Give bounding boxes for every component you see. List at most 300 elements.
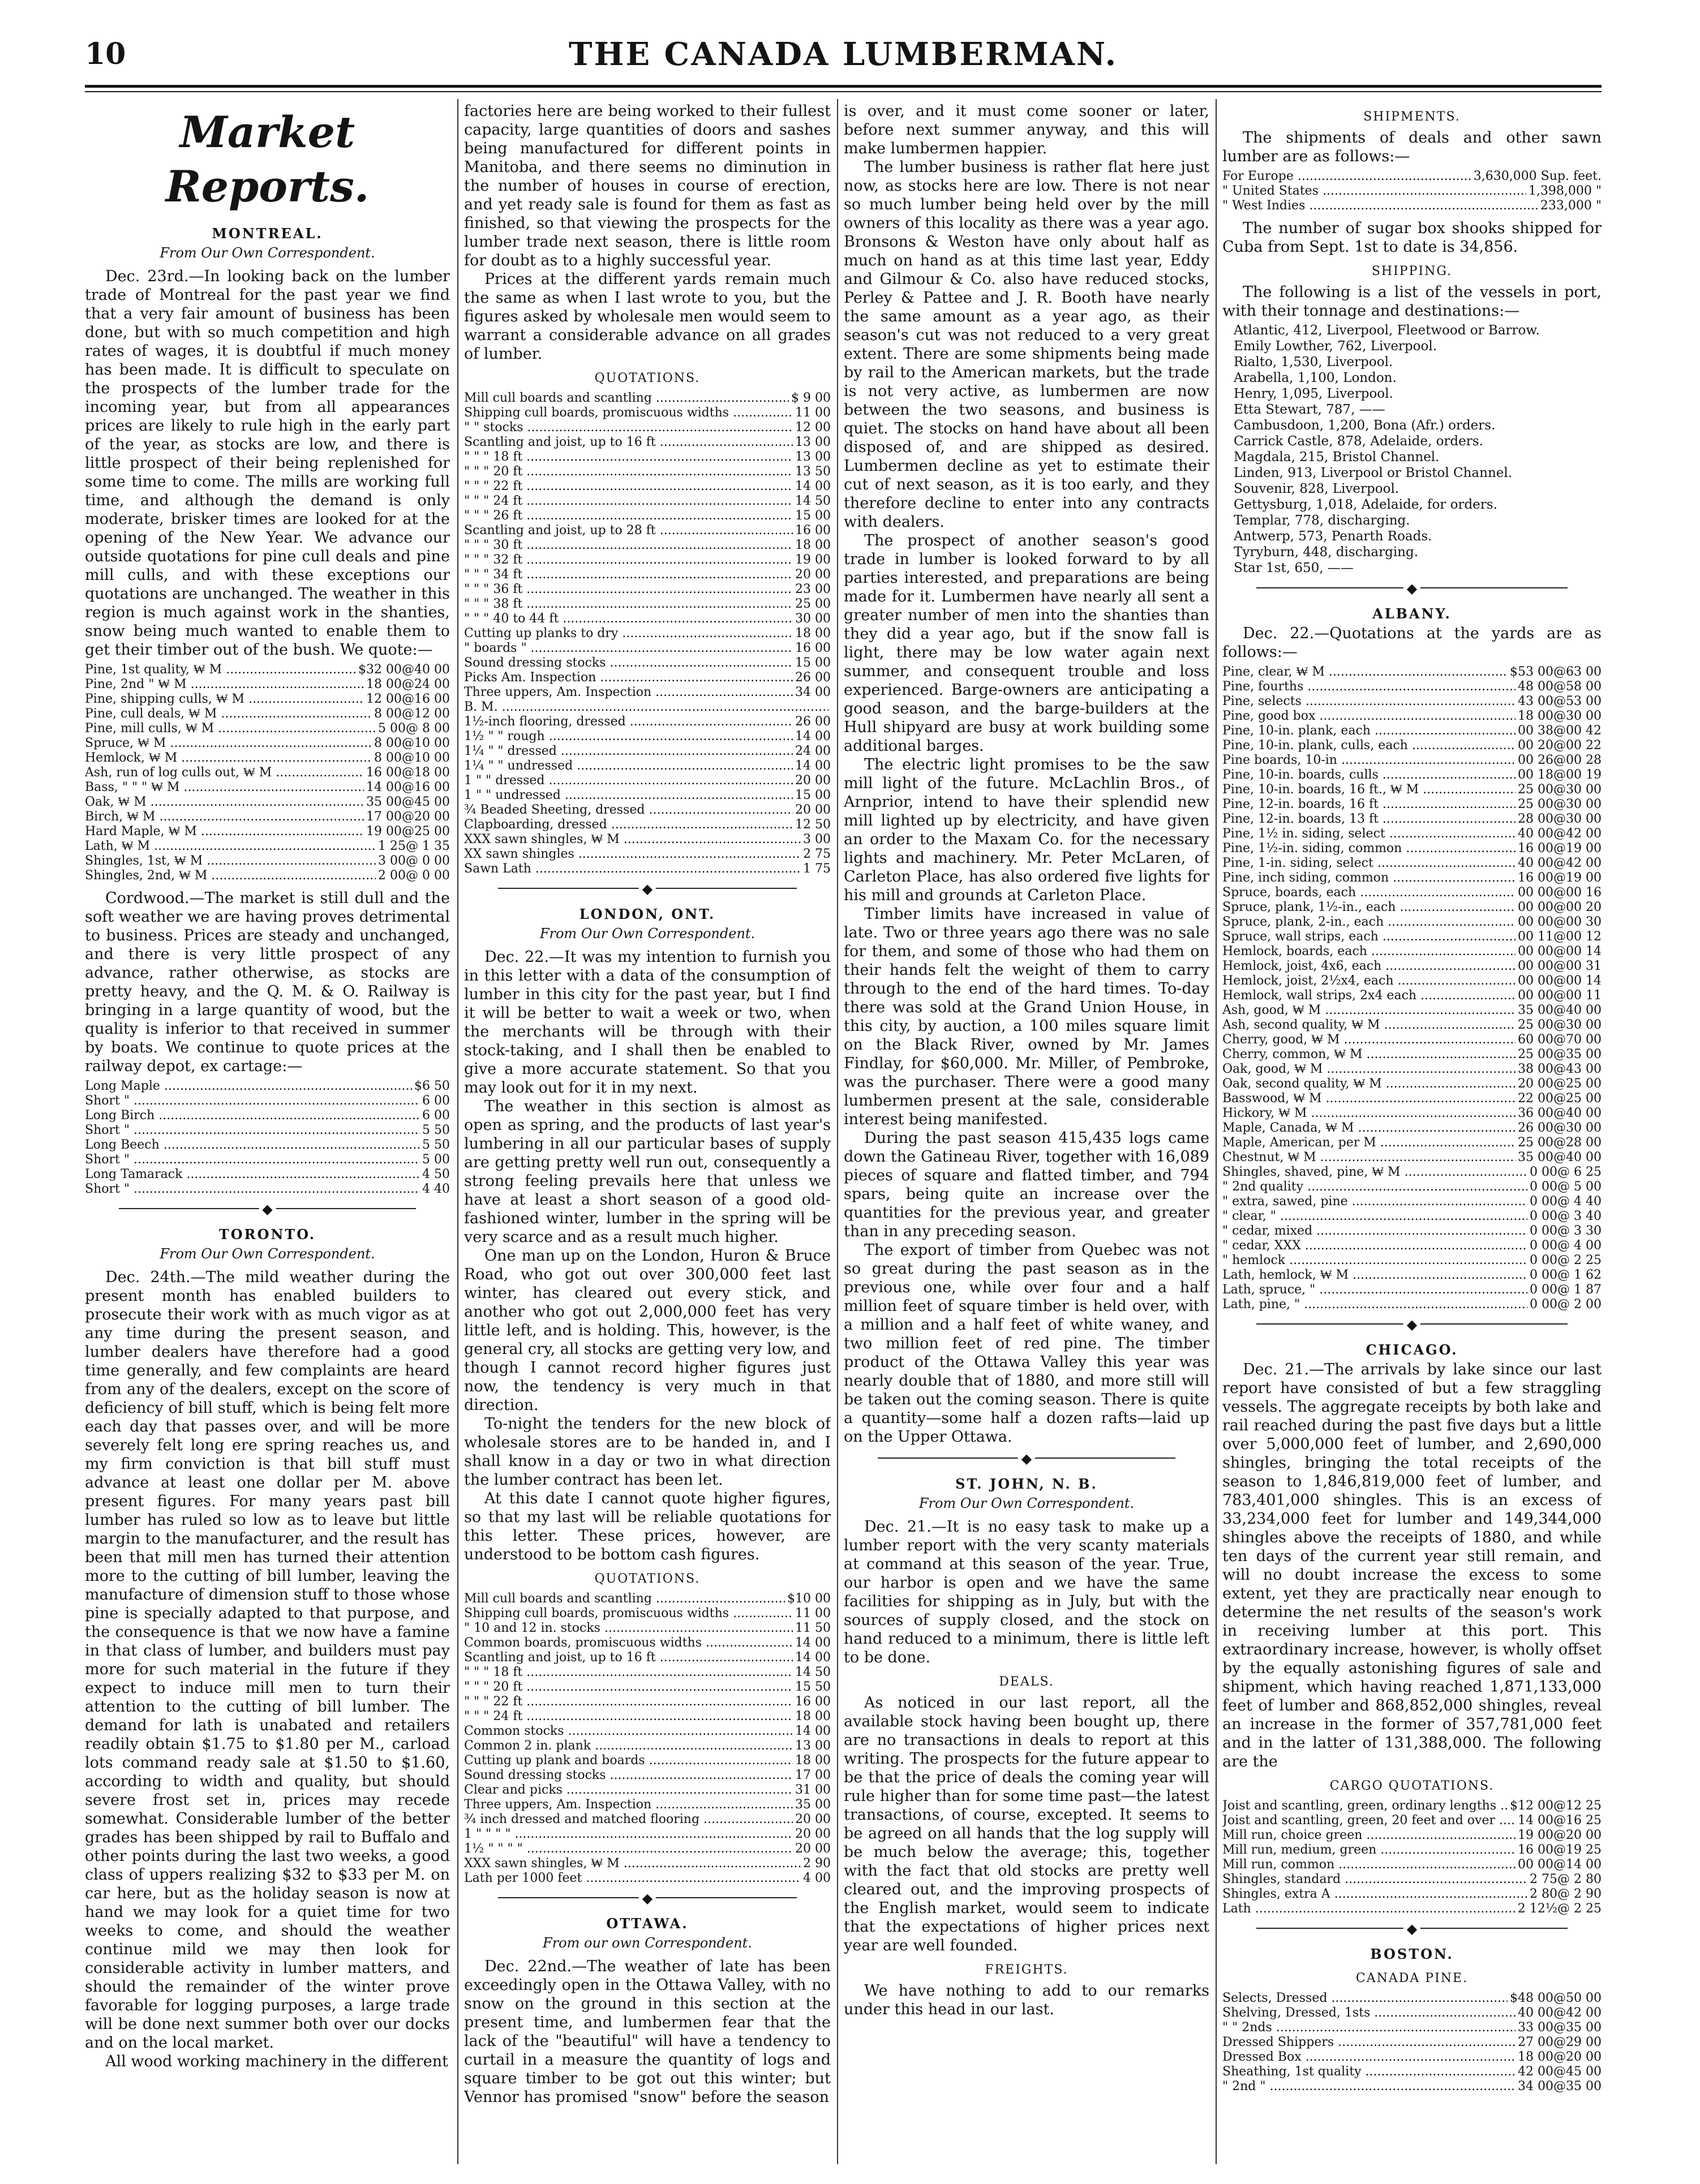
price-value [828, 700, 831, 715]
list-item: Rialto, 1,530, Liverpool. [1234, 355, 1393, 369]
price-value: 16 00 [795, 641, 831, 655]
price-label: Dressed Shippers ..... [1222, 2035, 1516, 2050]
price-label: Basswood, ₩ M ..... [1222, 1091, 1516, 1106]
price-label: Pine, selects ..... [1222, 694, 1516, 709]
price-row [464, 494, 831, 509]
price-row [85, 692, 450, 707]
price-row [1222, 1902, 1602, 1916]
price-label: Bass, " " " ₩ M ..... [85, 780, 364, 795]
price-row [1222, 2006, 1602, 2020]
price-row [464, 523, 831, 538]
section-divider [498, 882, 797, 895]
price-row [464, 729, 831, 744]
price-value: 36 00@40 00 [1518, 1106, 1602, 1120]
section-divider [119, 1202, 416, 1215]
price-label: Scantling and joist, up to 16 ft ..... [464, 1650, 793, 1665]
ottawa-paragraph: The lumber business is rather flat here just now, as stocks here are low. There is not near so much lumber being held over by the mill owners of this locality as there was a year ago. Bronsons & Weston have only about half as much on hand as at this time last year, Eddy and Gilmour & Co. also have reduced stocks, Perley & Pattee and J. R. Booth have nearly the same amount as a year ago, as their season's cut was not reduced to a very great extent. There are some shipments being made by rail to the American markets, but the trade is not very active, as lumbermen are now between the two seasons, and business is quiet. The stocks on hand have about all been disposed of, and are shipped as desired. Lumbermen decline as yet to estimate their cut of next season, as it is too early, and they therefore decline to enter into any contracts with dealers. [844, 158, 1209, 531]
price-label: Pine, 10-in. boards, 16 ft., ₩ M ..... [1222, 783, 1516, 797]
price-value: 8 00@10 00 [374, 751, 450, 765]
price-value: 20 00@25 00 [1518, 1077, 1602, 1091]
price-label: Dressed Box ..... [1222, 2050, 1516, 2065]
price-value: 15 50 [795, 1680, 831, 1694]
ottawa-heading: OTTAWA. [606, 1915, 689, 1932]
price-label: Maple, American, per M ..... [1222, 1136, 1516, 1150]
price-label: " " stocks ..... [464, 420, 793, 435]
price-label: 1½ " " rough ..... [464, 729, 793, 744]
list-item: Arabella, 1,100, London. [1234, 371, 1397, 385]
price-row [85, 1167, 450, 1182]
price-row [464, 1768, 831, 1783]
toronto-paragraph: All wood working machinery in the different [105, 2053, 448, 2070]
price-value: 12 00 [795, 420, 831, 435]
price-value: 0 00@ 2 25 [1530, 1253, 1602, 1267]
price-row [464, 420, 831, 435]
price-label: " " " 22 ft ..... [464, 1695, 793, 1709]
price-value: 6 00 [422, 1108, 450, 1123]
price-value: 14 00 [795, 759, 831, 773]
price-label: " " " 20 ft ..... [464, 465, 793, 479]
price-label: Pine, mill culls, ₩ M ..... [85, 721, 376, 736]
price-row [464, 479, 831, 494]
price-row [1222, 1268, 1602, 1283]
price-value: 35 00@45 00 [366, 795, 450, 809]
price-row [1222, 1047, 1602, 1062]
price-label: " " " 34 ft ..... [464, 568, 793, 582]
price-row [464, 568, 831, 582]
price-label: " 10 and 12 in. stocks ..... [464, 1621, 793, 1636]
price-row [1222, 1991, 1602, 2006]
price-row [464, 1636, 831, 1650]
price-value: 25 00@28 00 [1518, 1136, 1602, 1150]
price-label: 1 " " " " ..... [464, 1827, 793, 1842]
price-row [1222, 856, 1602, 871]
price-row [1222, 1209, 1602, 1224]
price-value: 24 00 [795, 744, 831, 758]
price-label: Spruce, boards, each ..... [1222, 885, 1516, 900]
price-row [85, 721, 450, 736]
price-label: Spruce, plank, 2-in., each ..... [1222, 915, 1516, 930]
price-value: 8 00@10 00 [374, 736, 450, 750]
price-label: Ash, second quality, ₩ M ..... [1222, 1018, 1516, 1033]
price-label: Short " ..... [85, 1182, 420, 1197]
price-row [464, 862, 831, 876]
price-label: Pine, 2nd " ₩ M ..... [85, 677, 364, 692]
price-label: Mill run, choice green ..... [1222, 1828, 1516, 1843]
chicago-paragraph: Dec. 21.—The arrivals by lake since our last report have consisted of but a few straggling vessels. The aggregate receipts by both lake and rail reached during the past five days but a little over 5,000,000 feet of lumber, and 2,690,000 shingles, bringing the total receipts of the season to 1,846,819,000 feet of lumber, and 783,401,000 shingles. This is an excess of 33,234,000 feet for lumber and 149,344,000 shingles above the receipts of 1880, and while ten days of the current year still remain, and will no doubt increase the excess to some extent, yet they are practically near enough to determine the net results of the season's work in receiving lumber at this port. This extraordinary increase, however, is wholly offset by the equally astonishing figures of sale and shipment, which having reached 1,871,133,000 feet of lumber and 868,852,000 shingles, reveal an increase in the former of 357,781,000 feet and in the latter of 131,388,000. The following are the [1222, 1361, 1602, 1770]
price-row [85, 824, 450, 839]
price-row [464, 744, 831, 759]
price-row [85, 1153, 450, 1167]
price-label: Oak, good, ₩ M ..... [1222, 1062, 1516, 1077]
price-row [464, 582, 831, 597]
price-row [464, 1871, 831, 1886]
price-value: 16 00@19 00 [1518, 871, 1602, 885]
price-value: 16 00@18 00 [366, 766, 450, 780]
price-value: 14 00 [795, 479, 831, 493]
montreal-cordwood-paragraph: Cordwood.—The market is still dull and the soft weather we are having proves detrimental to business. Prices are steady and unchanged, and there is very little prospect of any advance, rather otherwise, as stocks are pretty heavy, and the Q. M. & O. Railway is bringing in a large quantity of wood, but the quality is inferior to that received in summer by boats. We continue to quote prices at the railway depot, ex cartage:— [85, 889, 450, 1075]
price-row [1222, 959, 1602, 974]
price-row [85, 677, 450, 692]
price-row [1222, 1106, 1602, 1121]
price-value: 5 50 [422, 1123, 450, 1137]
price-row [1222, 1018, 1602, 1033]
price-row [464, 1798, 831, 1812]
price-label: Pine, fourths ..... [1222, 680, 1516, 694]
price-value: 35 00@40 00 [1518, 1150, 1602, 1164]
price-row [464, 670, 831, 685]
price-value: 28 00@30 00 [1518, 812, 1602, 826]
price-row [1222, 2020, 1602, 2035]
price-label: " " " 22 ft ..... [464, 479, 793, 494]
price-row [464, 406, 831, 420]
price-label: XXX sawn shingles, ₩ M ..... [464, 832, 801, 847]
list-item: Star 1st, 650, —— [1234, 561, 1354, 575]
price-row [1222, 1136, 1602, 1150]
price-row [1222, 930, 1602, 944]
price-value: 48 00@58 00 [1518, 680, 1602, 694]
albany-heading: ALBANY. [1372, 605, 1452, 622]
column-rule [1216, 99, 1217, 2164]
price-value: 14 50 [795, 1665, 831, 1679]
price-value: 12 00@16 00 [366, 692, 450, 706]
price-label: Three uppers, Am. Inspection ..... [464, 1798, 793, 1812]
price-value: 19 00 [795, 553, 831, 567]
price-row [85, 1094, 450, 1108]
price-label: Lath per 1000 feet ..... [464, 1871, 801, 1886]
price-label: Shingles, shaved, pine, ₩ M ..... [1222, 1165, 1527, 1180]
price-row [464, 685, 831, 700]
price-label: Long Tamarack ..... [85, 1167, 420, 1182]
price-row [1222, 783, 1602, 797]
price-value: 22 00@25 00 [1518, 1091, 1602, 1106]
ottawa-byline: From our own Correspondent. [543, 1935, 752, 1951]
stjohn-paragraph: Dec. 21.—It is no easy task to make up a lumber report with the very scanty materials at command at this season of the year. True, our harbor is open and we have the same facilities for shipping as in July, but with the sources of supply closed, and the stock on hand reduced to a minimum, there is little left to be done. [844, 1518, 1209, 1666]
list-item: Souvenir, 828, Liverpool. [1234, 481, 1400, 496]
price-row [1222, 1297, 1602, 1312]
price-row [1222, 738, 1602, 753]
price-value: 38 00@43 00 [1518, 1062, 1602, 1076]
price-value: 14 00 [795, 1636, 831, 1650]
price-value: 13 00 [795, 1739, 831, 1753]
price-value: 20 00 [795, 1812, 831, 1826]
ottawa-paragraph: Timber limits have increased in value of late. Two or three years ago there was no sale for them, and some of those who had them on their hands felt the weight of them to carry through to the end of the hard times. To-day there was sold at the Grand Union House, in this city, by auction, a 100 miles square limit on the Black River, owned by Mr. James Findlay, for $60,000. Mr. Miller, of Pembroke, was the purchaser. There were a good many lumbermen present at the sale, considerable interest being manifested. [844, 905, 1209, 1128]
price-row [1222, 169, 1602, 184]
price-row [464, 1606, 831, 1621]
price-label: Shingles, standard ..... [1222, 1872, 1527, 1887]
price-label: Scantling and joist, up to 16 ft ..... [464, 435, 793, 450]
price-row [1222, 1813, 1602, 1828]
price-value: 4 50 [422, 1167, 450, 1181]
price-label: Shingles, 1st, ₩ M ..... [85, 854, 376, 869]
ottawa-paragraph: The prospect of another season's good trade in lumber is looked forward to by all parties interested, and preparations are being made for it. Lumbermen have nearly all sent a greater number of men into the shanties than they did a year ago, but if the snow fall is light, there may be low water again next summer, and consequent trouble and loss experienced. Barge-owners are anticipating a good season, and the barge-builders at the Hull shipyard are busy at work building some additional barges. [844, 532, 1209, 755]
price-label: Lath, spruce, " ..... [1222, 1283, 1527, 1297]
price-row [1222, 988, 1602, 1003]
price-value: 31 00 [795, 1783, 831, 1797]
list-item: Antwerp, 573, Penarth Roads. [1234, 529, 1432, 544]
price-value: $10 00 [787, 1592, 831, 1606]
price-row [1222, 1194, 1602, 1209]
toronto-byline: From Our Own Correspondent. [160, 1246, 375, 1262]
price-value: 30 00 [795, 612, 831, 626]
price-label: Short " ..... [85, 1153, 420, 1167]
masthead-rule-thin [85, 91, 1602, 92]
price-value: 11 00 [795, 406, 831, 420]
price-value: 00 00@14 00 [1518, 1858, 1602, 1872]
price-label: " " 2nds ..... [1222, 2020, 1516, 2035]
price-value: $53 00@63 00 [1510, 665, 1602, 679]
price-label: Pine, 1½-in. siding, common ..... [1222, 841, 1516, 856]
price-label: Pine, inch siding, common ..... [1222, 871, 1516, 885]
price-value: 25 00@30 00 [1518, 783, 1602, 797]
price-row [464, 656, 831, 670]
price-label: " " " 20 ft ..... [464, 1680, 793, 1695]
price-row [85, 780, 450, 795]
price-value: 18 00@24 00 [366, 677, 450, 691]
price-value: 5 00 [422, 1153, 450, 1167]
london-quotations-heading: QUOTATIONS. [594, 1572, 701, 1586]
price-label: " cedar, mixed ..... [1222, 1224, 1527, 1239]
price-value: 18 00 [795, 1709, 831, 1723]
price-row [1222, 1843, 1602, 1858]
price-value: 25 00@30 00 [1518, 1018, 1602, 1032]
price-value: 11 50 [795, 1621, 831, 1635]
price-row [85, 795, 450, 810]
price-value: 13 50 [795, 465, 831, 479]
price-row [1222, 2050, 1602, 2065]
deals-paragraph: As noticed in our last report, all the available stock having been bought up, there are no transactions in deals to report at this writing. The prospects for the future appear to be that the price of deals the coming year will rule higher than for some time past—the latest transactions, of course, excepted. It seems to be agreed on all hands that the log supply will be much below the average; this, together with the fact that old stocks are pretty well cleared out, and the improving prospects of the English market, would seem to indicate that the expectations of higher prices next year are well founded. [844, 1694, 1209, 1954]
price-row [1222, 768, 1602, 783]
price-label: Long Birch ..... [85, 1108, 420, 1123]
ottawa-continued-paragraph: is over, and it must come sooner or later, before next summer anyway, and this will make lumbermen happier. [844, 102, 1209, 157]
price-row [1222, 1180, 1602, 1194]
price-row [464, 847, 831, 862]
price-label: Scantling and joist, up to 28 ft ..... [464, 523, 793, 538]
price-label: Mill run, common ..... [1222, 1858, 1516, 1872]
price-label: Hemlock, joist, 4x6, each ..... [1222, 959, 1516, 974]
price-value: 19 00@25 00 [366, 824, 450, 839]
price-row [464, 1665, 831, 1680]
price-value: 0 00@ 5 00 [1530, 1180, 1602, 1194]
price-value: 5 00@ 8 00 [378, 721, 450, 736]
price-label: Joist and scantling, green, 20 feet and over ..... [1222, 1813, 1516, 1828]
shipping-intro: The following is a list of the vessels in port, with their tonnage and destinations:— [1222, 283, 1602, 320]
price-value: 15 00 [795, 509, 831, 523]
list-item: Magdala, 215, Bristol Channel. [1234, 450, 1440, 465]
price-label: Ash, good, ₩ M ..... [1222, 1003, 1516, 1018]
price-value: 5 50 [422, 1138, 450, 1152]
price-value: 00 00@00 31 [1518, 959, 1602, 973]
price-label: " cedar, XXX ..... [1222, 1239, 1527, 1253]
price-label: Pine, good box ..... [1222, 709, 1516, 724]
price-label: Picks Am. Inspection ..... [464, 670, 793, 685]
london-heading: LONDON, ONT. [579, 906, 716, 922]
list-item: Linden, 913, Liverpool or Bristol Channel. [1234, 466, 1513, 480]
price-value: 26 00 [795, 715, 831, 729]
chicago-heading: CHICAGO. [1366, 1342, 1458, 1358]
price-label: Sound dressing stocks ..... [464, 656, 793, 670]
section-divider [1256, 1922, 1568, 1934]
price-label: Short " ..... [85, 1123, 420, 1138]
price-value: 0 00@ 1 87 [1530, 1283, 1602, 1297]
price-value: 4 40 [422, 1182, 450, 1196]
price-value: 14 00@16 25 [1518, 1813, 1602, 1828]
freights-paragraph: We have nothing to add to our remarks under this head in our last. [844, 1982, 1209, 2018]
section-divider [1256, 582, 1568, 594]
price-value: 33 00@35 00 [1518, 2020, 1602, 2035]
price-value: 23 00 [795, 582, 831, 596]
price-row [464, 1812, 831, 1827]
albany-intro: Dec. 22.—Quotations at the yards are as follows:— [1222, 625, 1602, 661]
price-label: Shingles, 2nd, ₩ M ..... [85, 869, 376, 883]
price-value: 14 00@16 00 [366, 780, 450, 794]
price-label: " " " 24 ft ..... [464, 1709, 793, 1724]
price-label: 1 " " undressed ..... [464, 788, 793, 803]
price-value: $6 50 [414, 1079, 450, 1093]
list-item: Gettysburg, 1,018, Adelaide, for orders. [1234, 497, 1497, 512]
deals-heading: DEALS. [999, 1675, 1054, 1689]
price-label: Spruce, wall strips, each ..... [1222, 930, 1516, 944]
price-value: 16 00 [795, 1695, 831, 1709]
price-value: 40 00@42 00 [1518, 856, 1602, 870]
price-value: 18 00@20 00 [1518, 2050, 1602, 2064]
list-item: Carrick Castle, 878, Adelaide, orders. [1234, 434, 1483, 449]
price-value: 13 00 [795, 450, 831, 464]
montreal-paragraph: Dec. 23rd.—In looking back on the lumber trade of Montreal for the past year we find that a very fair amount of business has been done, but with so much competition and high rates of wages, it is doubtful if much money has been made. It is difficult to speculate on the prospects of the lumber trade for the incoming year, but from all appearances prices are likely to rule high in the early part of the year, as stocks are low, and there is little prospect of their being replenished for some time to come. The mills are working full time, and although the demand is only moderate, brisker times are looked for at the opening of the New Year. We advance our outside quotations for pine cull deals and pine mill culls, and with these exceptions our quotations are unchanged. The weather in this region is much against work in the shanties, snow being much wanted to enable them to get their timber out of the bush. We quote:— [85, 268, 450, 659]
price-value: 0 00@ 6 25 [1530, 1165, 1602, 1179]
price-row [1222, 1799, 1602, 1813]
price-row [1222, 974, 1602, 988]
price-label: Chestnut, ₩ M ..... [1222, 1150, 1516, 1165]
price-label: Clapboarding, dressed ..... [464, 818, 793, 832]
price-label: B. M. ..... [464, 700, 828, 715]
price-label: Spruce, plank, 1½-in., each ..... [1222, 900, 1516, 915]
price-value: 00 11@00 12 [1518, 930, 1602, 944]
price-label: Hemlock, boards, each ..... [1222, 944, 1516, 959]
price-row [464, 538, 831, 553]
price-row [85, 766, 450, 780]
price-row [1222, 199, 1602, 213]
price-value: 20 00 [795, 1842, 831, 1856]
price-value: 16 00 [795, 523, 831, 538]
albany-quotations-table [1222, 665, 1602, 1312]
price-label: Sheathing, 1st quality ..... [1222, 2065, 1516, 2079]
price-value: 3,630,000 Sup. feet. [1473, 169, 1602, 183]
price-value: 16 00@19 00 [1518, 841, 1602, 855]
price-value: 11 00 [795, 1606, 831, 1620]
price-label: Ash, run of log culls out, ₩ M ..... [85, 766, 364, 780]
price-value: 00 00@00 14 [1518, 974, 1602, 988]
price-label: " " " 18 ft ..... [464, 1665, 793, 1680]
london-quotations-table [464, 1592, 831, 1886]
price-label: Pine, 12-in. boards, 16 ft ..... [1222, 797, 1516, 812]
montreal-price-table [85, 663, 450, 883]
price-row [85, 707, 450, 721]
price-row [464, 612, 831, 626]
price-value: 2 75@ 2 80 [1530, 1872, 1602, 1886]
price-label: 1¼ " " dressed ..... [464, 744, 793, 759]
price-value: 15 00 [795, 656, 831, 670]
shipments-intro: The shipments of deals and other sawn lumber are as follows:— [1222, 129, 1602, 165]
paper-title: THE CANADA LUMBERMAN. [568, 36, 1118, 73]
price-label: Hickory, ₩ M ..... [1222, 1106, 1516, 1121]
price-label: Mill cull boards and scantling ..... [464, 391, 789, 406]
price-row [1222, 885, 1602, 900]
freights-heading: FREIGHTS. [985, 1963, 1068, 1977]
price-row [1222, 2035, 1602, 2050]
price-row [1222, 753, 1602, 768]
price-label: Pine boards, 10-in ..... [1222, 753, 1516, 768]
price-row [1222, 827, 1602, 841]
price-row [1222, 812, 1602, 827]
price-value: 26 00 [795, 670, 831, 685]
price-value: 27 00@29 00 [1518, 2035, 1602, 2049]
toronto-quotations-heading: QUOTATIONS. [594, 371, 701, 385]
price-row [464, 1592, 831, 1606]
price-value: 13 00 [795, 435, 831, 449]
price-value: 18 00 [795, 1753, 831, 1768]
price-row [1222, 2065, 1602, 2079]
price-label: Oak, second quality, ₩ M ..... [1222, 1077, 1516, 1091]
price-value: 1 25@ 1 35 [378, 839, 450, 853]
price-label: Selects, Dressed ..... [1222, 1991, 1508, 2006]
price-row [464, 1621, 831, 1636]
price-row [464, 832, 831, 847]
price-row [1222, 1283, 1602, 1297]
price-row [464, 391, 831, 406]
price-value: $ 9 00 [791, 391, 831, 405]
price-value: 20 00 [795, 803, 831, 817]
price-label: Hard Maple, ₩ M ..... [85, 824, 364, 839]
price-row [85, 1108, 450, 1123]
toronto-continued-paragraph: factories here are being worked to their fullest capacity, large quantities of doors and sashes being manufactured for different points in Manitoba, and there seems no diminution in the number of houses in course of erection, and yet ready sale is found for them as fast as finished, so that viewing the prospects for the lumber trade next season, there is little room for doubt as to a highly successful year. [464, 102, 831, 269]
london-paragraph: The weather in this section is almost as open as spring, and the products of last year's lumbering in all our particular bases of supply are getting pretty well run out, consequently a strong feeling prevails here that unless we have at least a short season of a good old-fashioned winter, lumber in the spring will be very scarce and as a result much higher. [464, 1098, 831, 1246]
price-row [1222, 709, 1602, 724]
price-label: Lath, pine, " ..... [1222, 1297, 1527, 1312]
price-row [464, 1783, 831, 1798]
price-row [1222, 1003, 1602, 1018]
price-row [1222, 944, 1602, 959]
price-label: Shingles, extra A ..... [1222, 1887, 1527, 1902]
london-paragraph: To-night the tenders for the new block of wholesale stores are to be handed in, and I shall know in a day or two in what direction the lumber contract has been let. [464, 1415, 831, 1489]
price-value: 00 18@00 19 [1518, 768, 1602, 782]
price-value: 34 00 [795, 685, 831, 699]
price-label: Short " ..... [85, 1094, 420, 1108]
price-row [464, 1680, 831, 1695]
london-paragraph: At this date I cannot quote higher figures, so that my last will be reliable quotations for this letter. These prices, however, are understood to be bottom cash figures. [464, 1490, 831, 1563]
price-label: Birch, ₩ M ..... [85, 810, 364, 824]
price-label: Pine, clear, ₩ M ..... [1222, 665, 1508, 680]
shipments-heading: SHIPMENTS. [1363, 110, 1461, 124]
price-value: 2 00@ 0 00 [378, 869, 450, 883]
price-label: 1½ " " " " ..... [464, 1842, 793, 1856]
market-reports-title: Market Reports. [165, 107, 370, 212]
list-item: Henry, 1,095, Liverpool. [1234, 386, 1393, 401]
price-label: Sound dressing stocks ..... [464, 1768, 793, 1783]
price-label: Hemlock, ₩ M ..... [85, 751, 372, 766]
price-value: 233,000 " [1540, 199, 1602, 213]
price-label: Hemlock, joist, 2½x4, each ..... [1222, 974, 1516, 988]
price-label: " " " 30 ft ..... [464, 538, 793, 553]
section-divider [1256, 1318, 1568, 1330]
price-label: Common stocks ..... [464, 1724, 793, 1739]
price-label: " clear, " ..... [1222, 1209, 1527, 1224]
price-row [1222, 665, 1602, 680]
price-label: Pine, 10-in. boards, culls ..... [1222, 768, 1516, 783]
toronto-prices-paragraph: Prices at the different yards remain much the same as when I last wrote to you, but the figures asked by wholesale men would seem to warrant a considerable advance on all grades of lumber. [464, 270, 831, 363]
price-row [464, 1724, 831, 1739]
price-row [464, 597, 831, 612]
price-value: $12 00@12 25 [1510, 1799, 1602, 1813]
